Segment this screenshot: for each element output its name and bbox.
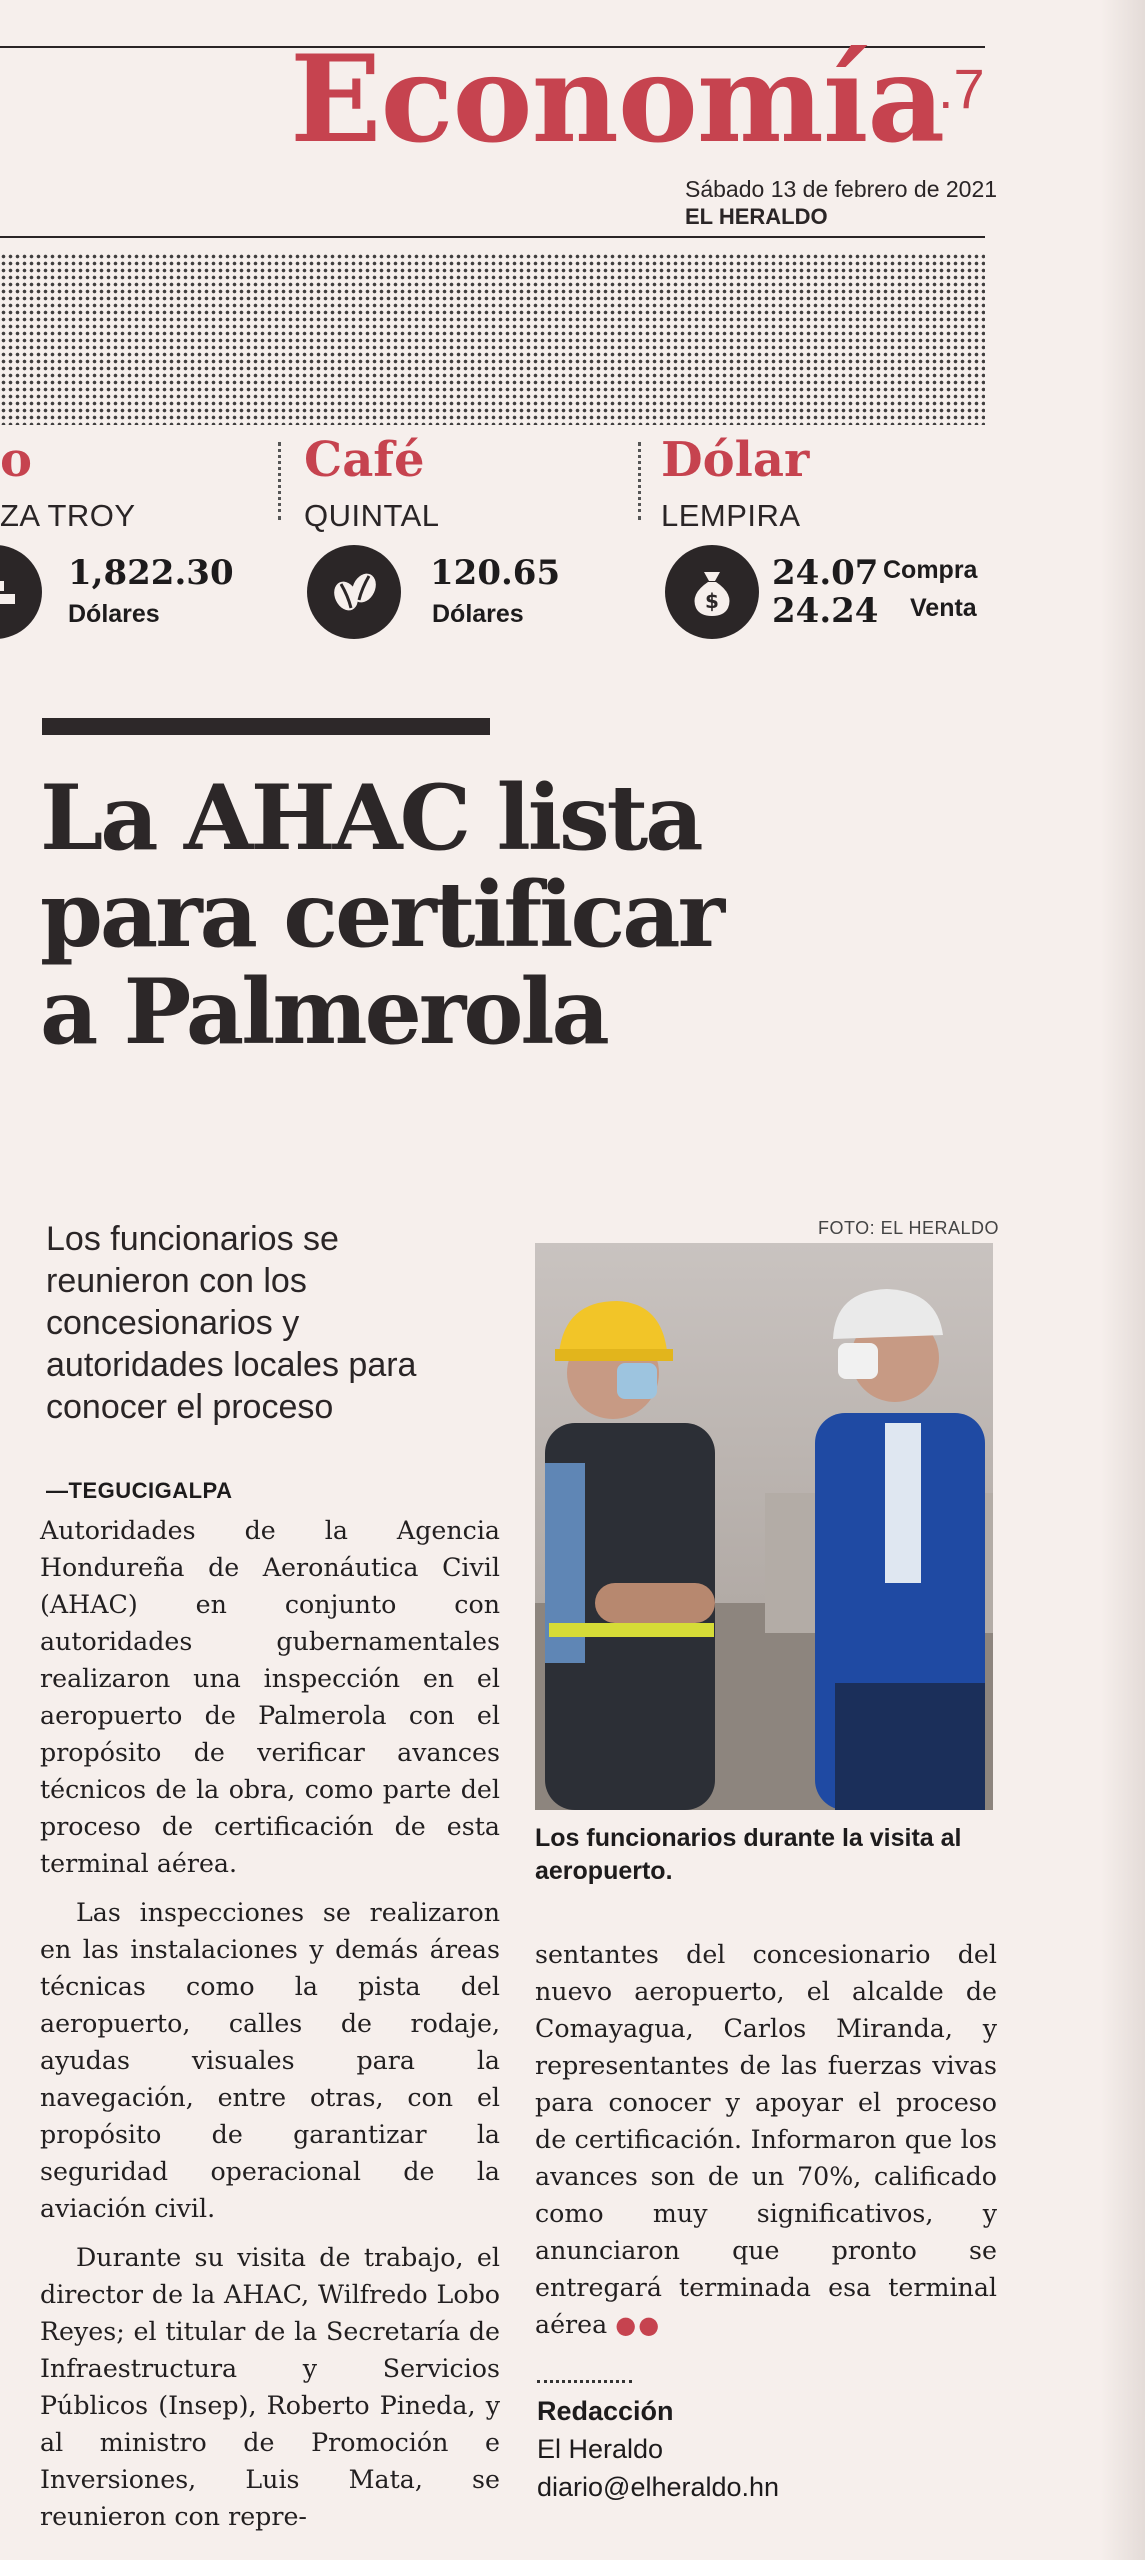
market-coffee-title: Café (304, 432, 425, 488)
signature-email: diario@elheraldo.hn (537, 2472, 780, 2502)
photo-caption: Los funcionarios durante la visita al aeropuerto. (535, 1824, 962, 1885)
kicker-bar (42, 718, 490, 735)
market-coffee-value: 120.65 (430, 553, 561, 593)
article-photo (535, 1243, 993, 1810)
market-coffee-unit: QUINTAL (304, 498, 440, 533)
body-paragraph: sentantes del concesionario del nuevo aeropuerto, el alcalde de Comayagua, Carlos Miranda, y representantes de las fuerzas vivas para conocer y apoyar el proceso de certificación. Informaron que los avances son de un 70%, calificado como muy significativos, y anunciaron que pronto se entregará terminada esa terminal aérea (535, 1940, 997, 2339)
money-bag-icon (665, 545, 759, 639)
coffee-bean-icon (307, 545, 401, 639)
page-number: .7 (938, 57, 985, 120)
newspaper-name: EL HERALDO (685, 204, 828, 229)
section-title: Economía (290, 29, 945, 170)
market-dollar-buy-label: Compra (883, 556, 978, 584)
market-dollar-sell-label: Venta (910, 594, 977, 622)
article-deck: Los funcionarios se reunieron con los concesionarios y autoridades locales para conocer el proceso (46, 1220, 417, 1426)
market-separator (638, 442, 641, 520)
header-rule (0, 236, 985, 238)
market-gold-title: o (0, 432, 33, 488)
market-gold-unit: ZA TROY (0, 498, 136, 533)
body-paragraph: Las inspecciones se realizaron en las instalaciones y demás áreas técnicas como la pista del aeropuerto, calles de rodaje, ayudas visuales para la navegación, entre otras, con el propósito de garantizar la seguridad operacional de la aviación civil. (40, 1898, 500, 2223)
market-coffee-currency: Dólares (432, 600, 524, 628)
signature-org: El Heraldo (537, 2434, 664, 2464)
publication-date: Sábado 13 de febrero de 2021 (685, 176, 998, 202)
market-dollar-unit: LEMPIRA (661, 498, 801, 533)
page-edge-shadow (1100, 0, 1145, 2560)
article-body-column-2 (535, 1936, 997, 2344)
dateline-text: TEGUCIGALPA (68, 1478, 233, 1503)
market-separator (278, 442, 281, 520)
body-paragraph: Autoridades de la Agencia Hondureña de Aeronáutica Civil (AHAC) en conjunto con autoridades gubernamentales realizaron una inspección en el aeropuerto de Palmerola con el propósito de verificar avances técnicos de la obra, como parte del proceso de certificación de esta terminal aérea. (40, 1516, 500, 1878)
market-dollar-buy-value: 24.07 (772, 553, 879, 593)
market-dollar-title: Dólar (661, 432, 810, 488)
article-dateline: —TEGUCIGALPA (46, 1478, 233, 1503)
end-mark: ●● (615, 2311, 662, 2339)
gold-bars-icon (0, 545, 42, 639)
headline-line: La AHAC lista (40, 765, 701, 871)
headline-line: para certificar (40, 862, 722, 968)
headline-line: a Palmerola (40, 959, 607, 1065)
market-gold-currency: Dólares (68, 600, 160, 628)
article-headline (40, 765, 800, 1065)
market-gold-value: 1,822.30 (68, 553, 234, 593)
market-dollar-sell-value: 24.24 (772, 591, 879, 631)
photo-credit: FOTO: EL HERALDO (818, 1218, 1000, 1238)
dotted-banner (0, 253, 985, 425)
signature-divider (537, 2380, 632, 2383)
article-body-column-1 (40, 1512, 500, 2547)
svg-text:$: $ (705, 589, 719, 613)
signature-name: Redacción (537, 2396, 674, 2426)
body-paragraph: Durante su visita de trabajo, el director de la AHAC, Wilfredo Lobo Reyes; el titular de la Secretaría de Infraestructura y Servicios Públicos (Insep), Roberto Pineda, y al ministro de Promoción e Inversiones, Luis Mata, se reunieron con repre- (40, 2243, 500, 2531)
